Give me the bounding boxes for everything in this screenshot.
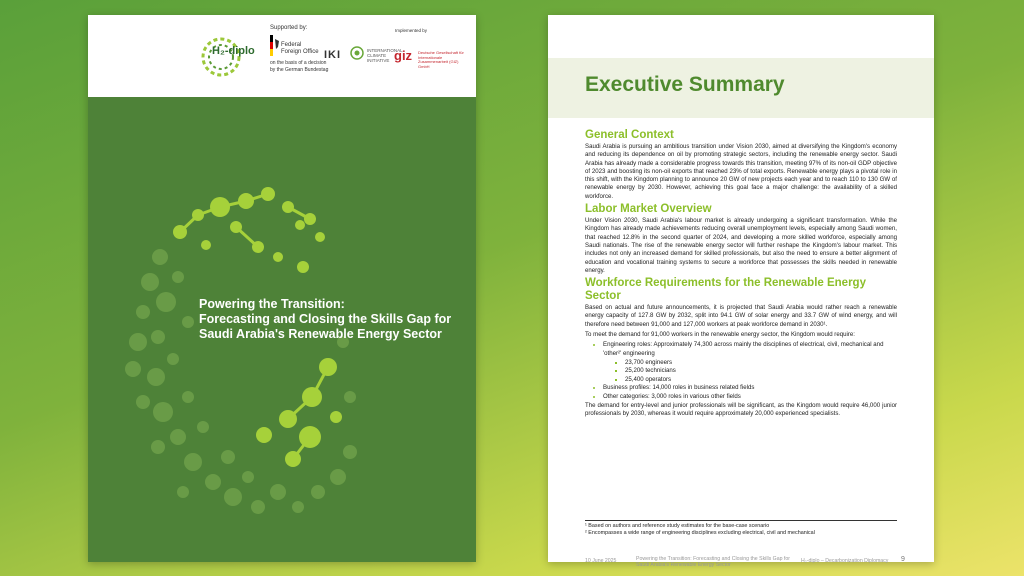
iki-logo-text: IKI bbox=[324, 49, 342, 61]
list-item-text: Engineering roles: Approximately 74,300 across mainly the disciplines of electrical, civil, mechanical and 'other²' engineering bbox=[603, 341, 884, 357]
list-item-other-categories: • Other categories: 3,000 roles in various other fields bbox=[603, 393, 897, 402]
cover-title bbox=[199, 297, 469, 342]
h2-diplo-logo-icon bbox=[200, 35, 242, 79]
section-heading-workforce: Workforce Requirements for the Renewable Energy Sector bbox=[585, 277, 866, 303]
cover-logo-header bbox=[88, 15, 476, 97]
list-item-engineering-roles bbox=[603, 341, 897, 384]
workforce-roles-list bbox=[585, 341, 897, 401]
section-heading-general-context: General Context bbox=[585, 129, 674, 141]
h2-diplo-logo-text: H₂-diplo bbox=[212, 45, 255, 57]
page-top-margin bbox=[548, 15, 934, 58]
footer-title: Powering the Transition: Forecasting and Closing the Skills Gap for Saudi Arabia's Renewable Energy Sector bbox=[636, 556, 790, 568]
german-eagle-icon bbox=[270, 35, 280, 57]
list-item-business-profiles: • Business profiles: 14,000 roles in business related fields bbox=[603, 384, 897, 393]
labor-market-paragraph: Under Vision 2030, Saudi Arabia's labour market is already undergoing a significant transformation. While the Kingdom has already made achievements reducing overall unemployment levels, especially among Saudi women, that reached 12.8% in the second quarter of 2024, and developing a more skilled workforce, especially among Saudi nationals. The rise of the renewable energy sector will further reshape the Kingdom's labour market. This includes not only an increased demand for skilled professionals, but also the need to ensure a better alignment of education and vocational training systems to secure a workforce that possesses the skills needed in renewable energy. bbox=[585, 217, 897, 274]
summary-content bbox=[585, 127, 897, 420]
section-heading-labor-market: Labor Market Overview bbox=[585, 203, 712, 216]
engineering-sublist bbox=[603, 359, 897, 385]
supported-by-label: Supported by: bbox=[270, 25, 308, 31]
implemented-by-label: Implemented by bbox=[395, 28, 428, 33]
cover-title-line: Saudi Arabia's Renewable Energy Sector bbox=[199, 327, 442, 341]
executive-summary-page bbox=[548, 15, 934, 568]
page-title: Executive Summary bbox=[585, 73, 785, 96]
cover-title-line: Powering the Transition: bbox=[199, 297, 345, 311]
sublist-item: ▪ 25,200 technicians bbox=[625, 367, 897, 376]
cover-title-line: Forecasting and Closing the Skills Gap for bbox=[199, 312, 452, 326]
sublist-item: ▪ 23,700 engineers bbox=[625, 359, 897, 368]
footer-date: 10 June 2025 bbox=[585, 558, 617, 564]
ministry-label: Federal Foreign Office bbox=[281, 42, 319, 55]
workforce-paragraph-junior: The demand for entry-level and junior professionals will be significant, as the Kingdom would require 46,000 junior professionals by 2030, whereas it would require approximately 20,000 experienced specialists. bbox=[585, 401, 897, 417]
report-cover-page bbox=[88, 15, 476, 562]
sublist-item: ▪ 25,400 operators bbox=[625, 376, 897, 385]
workforce-paragraph-demand: To meet the demand for 91,000 workers in the renewable energy sector, the Kingdom would require: bbox=[585, 331, 855, 339]
footnotes bbox=[585, 520, 897, 537]
footnote: ¹ Based on authors and reference study estimates for the base-case scenario bbox=[585, 523, 770, 529]
workforce-paragraph-projection: Based on actual and future announcements, it is projected that Saudi Arabia would rather reach a renewable energy capacity of 127.8 GW by 2032, split into 94.1 GW of solar energy and 33.7 GW of wind energy, and will therefore need between 91,000 and 127,000 workers at peak workforce demand in 2030¹. bbox=[585, 304, 897, 328]
general-context-paragraph: Saudi Arabia is pursuing an ambitious transition under Vision 2030, aimed at diversifying the Kingdom's economy and reducing its dependence on oil by promoting strategic sectors, including the renewable energy sector. Saudi Arabia has already made a considerable progress towards this transition, meeting 97% of its non-oil GDP objective of 2023 and boosting its non-oil exports that reached 23% of total exports. Renewable energy plays a pivotal role in this shift, with the Kingdom planning to announce 20 GW of new projects each year and to reach 110 to 130 GW of renewable energy by 2030. However, achieving this goal face a major challenge: the availability of a skilled workforce. bbox=[585, 143, 897, 200]
iki-globe-icon bbox=[350, 46, 364, 60]
iki-subtitle: INTERNATIONAL CLIMATE INITIATIVE bbox=[367, 48, 403, 63]
footnote: ² Encompasses a wide range of engineering disciplines excluding electrical, civil and mechanical bbox=[585, 530, 815, 536]
footer-org: H₂-diplo – Decarbonization Diplomacy bbox=[801, 558, 889, 564]
giz-subtitle: Deutsche Gesellschaft für Internationale Zusammenarbeit (GIZ) GmbH bbox=[418, 50, 464, 69]
page-number: 9 bbox=[901, 556, 905, 563]
giz-logo-text: giz bbox=[394, 48, 413, 63]
bundestag-decision-label: on the basis of a decision by the German Bundestag bbox=[270, 60, 329, 73]
